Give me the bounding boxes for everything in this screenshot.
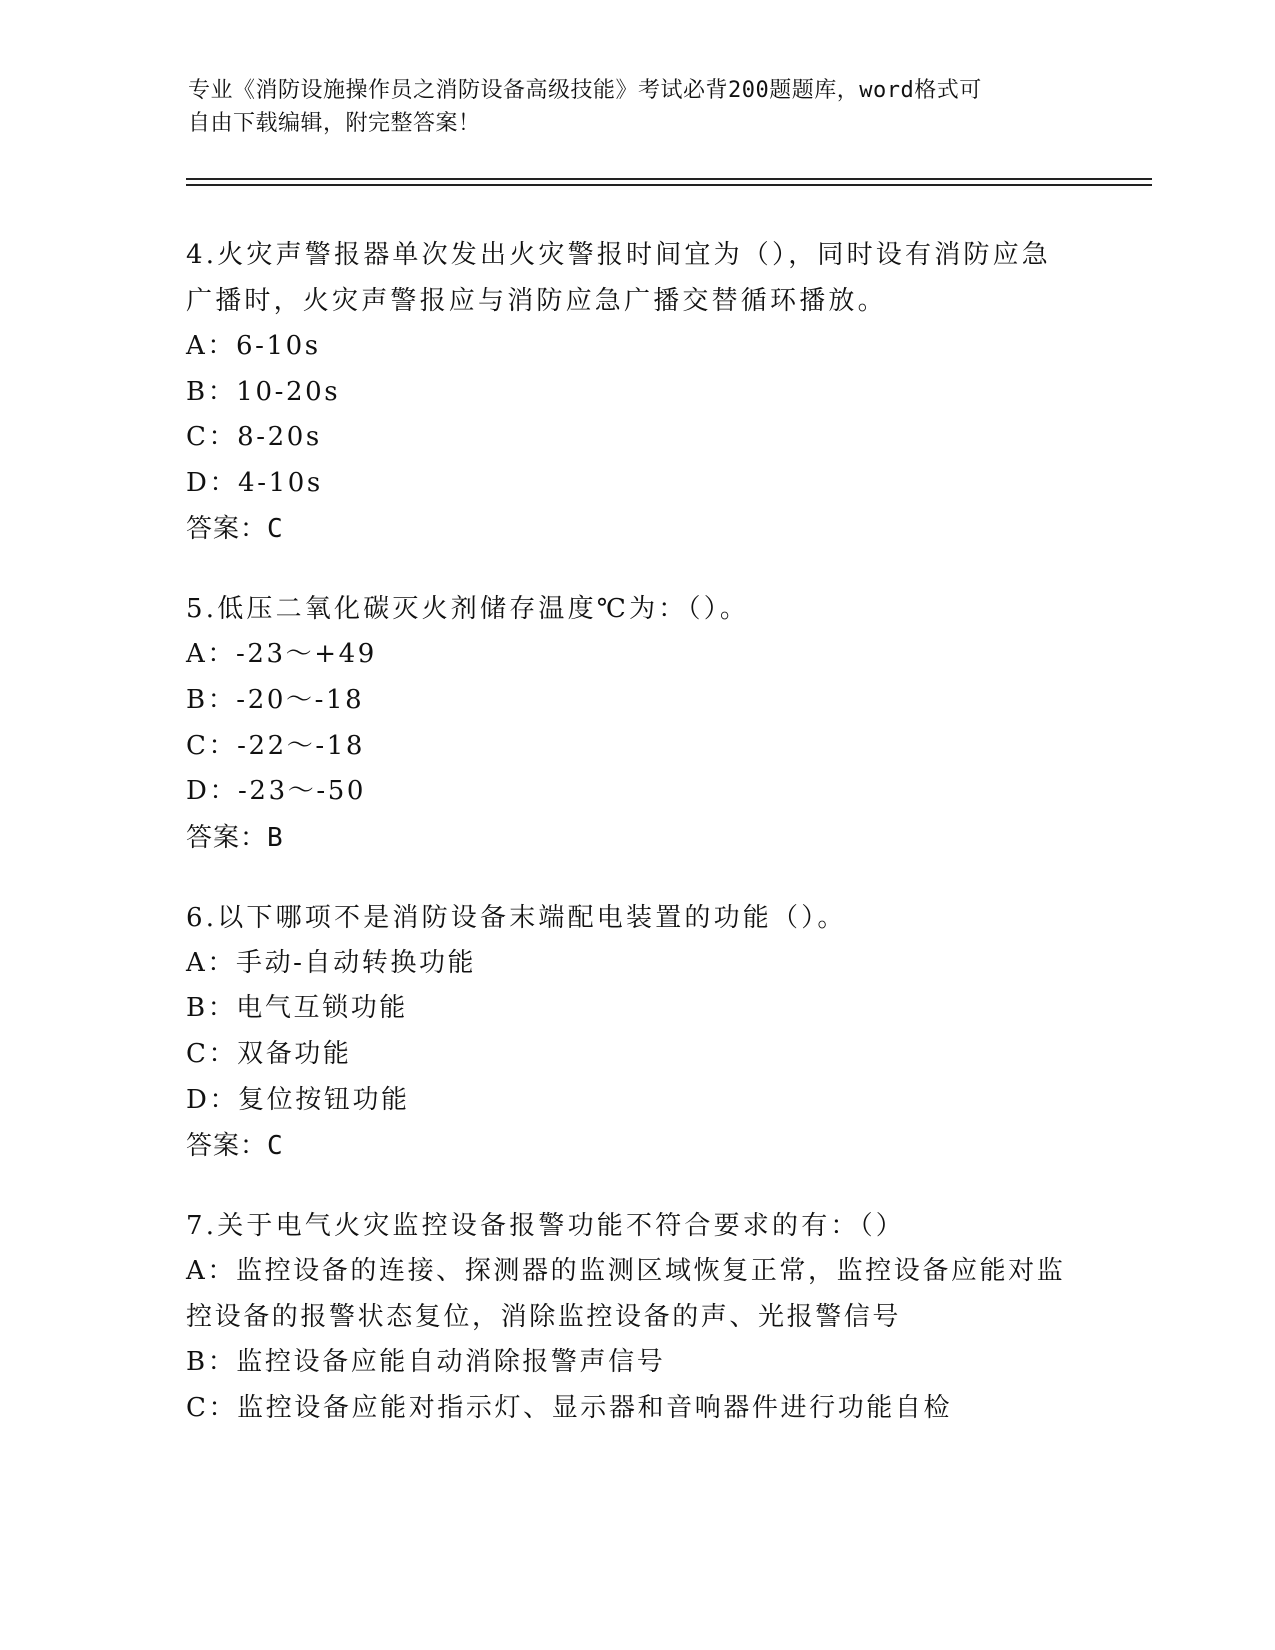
option-b: B：监控设备应能自动消除报警声信号 <box>186 1347 666 1378</box>
question-7 <box>186 1203 1106 1431</box>
option-d: D：复位按钮功能 <box>186 1084 410 1115</box>
option-d: D：-23～-50 <box>186 776 366 807</box>
answer-label: 答案：C <box>186 514 284 545</box>
option-a: A：手动-自动转换功能 <box>186 947 477 978</box>
question-text: 7.关于电气火灾监控设备报警功能不符合要求的有：（） <box>186 1211 906 1242</box>
option-c: C：双备功能 <box>186 1038 352 1069</box>
question-text: 6.以下哪项不是消防设备末端配电装置的功能（）。 <box>186 902 847 933</box>
header-divider-top <box>186 178 1152 180</box>
document-header <box>188 74 1088 140</box>
question-5 <box>186 586 1106 860</box>
option-a-continued: 控设备的报警状态复位，消除监控设备的声、光报警信号 <box>186 1301 902 1332</box>
question-text: 广播时，火灾声警报应与消防应急广播交替循环播放。 <box>186 286 887 316</box>
question-4 <box>186 232 1106 552</box>
header-line-2: 自由下载编辑，附完整答案！ <box>188 111 481 136</box>
question-text: 4.火灾声警报器单次发出火灾警报时间宜为（），同时设有消防应急 <box>186 240 1052 270</box>
option-b: B：-20～-18 <box>186 684 365 715</box>
question-6 <box>186 895 1106 1169</box>
option-c: C：-22～-18 <box>186 730 366 761</box>
question-list <box>186 232 1106 1466</box>
option-a: A：6-10s <box>186 331 321 361</box>
option-a: A：-23～+49 <box>186 639 377 670</box>
option-c: C：8-20s <box>186 422 322 453</box>
option-b: B：10-20s <box>186 376 341 407</box>
option-d: D：4-10s <box>186 467 323 498</box>
header-line-1: 专业《消防设施操作员之消防设备高级技能》考试必背200题题库，word格式可 <box>188 78 982 103</box>
option-c: C：监控设备应能对指示灯、显示器和音响器件进行功能自检 <box>186 1392 953 1423</box>
header-divider-bottom <box>186 184 1152 186</box>
question-text: 5.低压二氧化碳灭火剂储存温度℃为：（）。 <box>186 594 750 625</box>
option-a: A：监控设备的连接、探测器的监测区域恢复正常，监控设备应能对监 <box>186 1256 1066 1287</box>
answer-label: 答案：C <box>186 1131 284 1162</box>
option-b: B：电气互锁功能 <box>186 993 408 1024</box>
answer-label: 答案：B <box>186 822 284 853</box>
